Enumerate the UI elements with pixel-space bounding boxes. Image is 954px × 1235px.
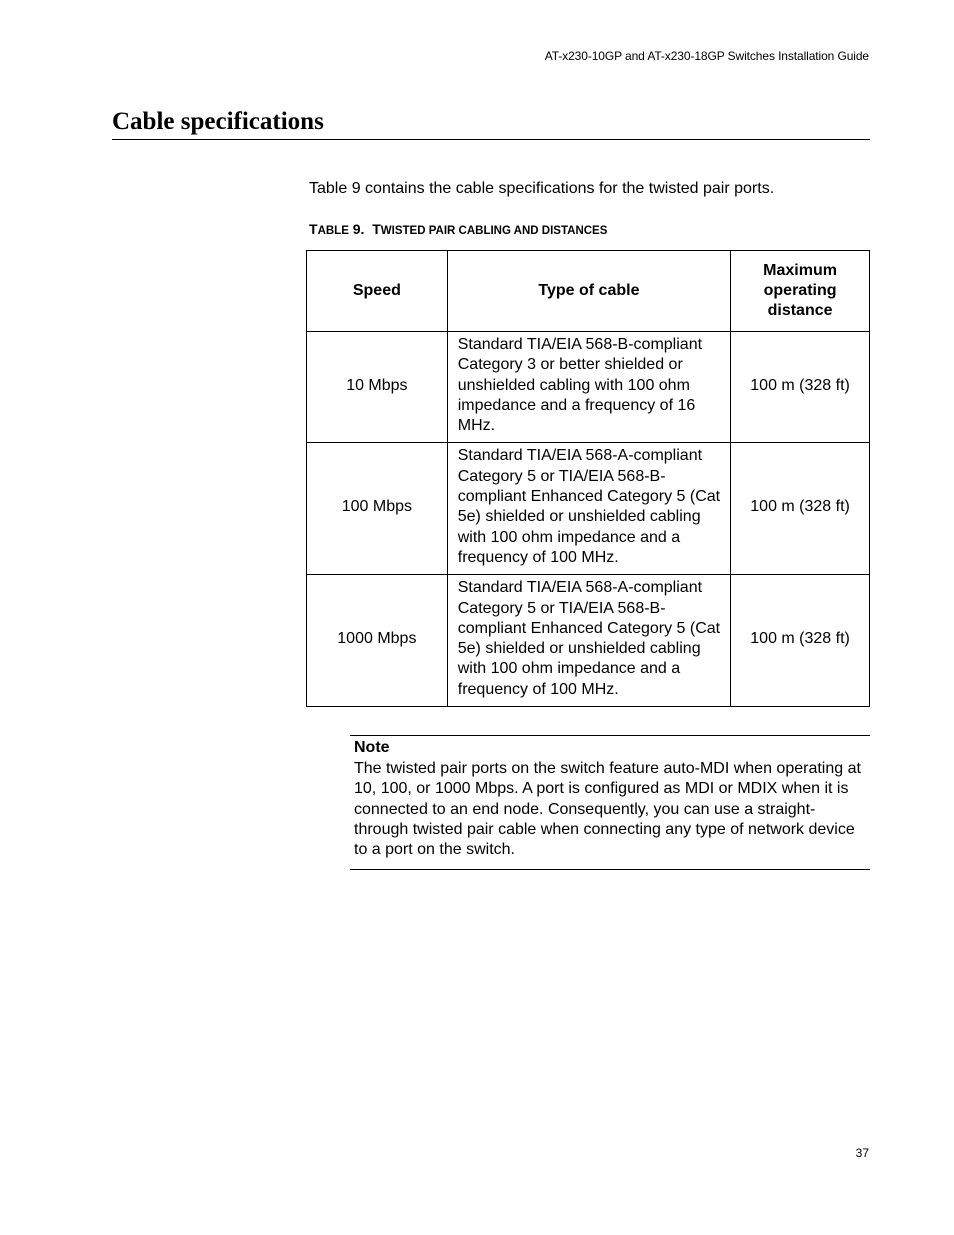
caption-prefix-initial: T: [309, 221, 318, 237]
cell-speed: 1000 Mbps: [307, 575, 448, 707]
note-bottom-rule: [350, 869, 870, 870]
table-row: [307, 332, 870, 443]
column-header-speed: Speed: [307, 251, 448, 332]
caption-title-initial: T: [372, 221, 381, 237]
caption-prefix-rest: ABLE: [317, 225, 349, 237]
note-body: The twisted pair ports on the switch feature auto-MDI when operating at 10, 100, or 1000 Mbps. A port is configured as MDI or MDIX when it is connected to an end node. Consequently, you can use a straight-through twisted pair cable when connecting any type of network device to a port on the switch.: [354, 760, 861, 859]
caption-number: 9.: [352, 221, 365, 237]
section-title: Cable specifications: [112, 108, 324, 135]
table-header-row: [307, 251, 870, 332]
section-title-rule: [112, 139, 870, 140]
table-row: [307, 443, 870, 575]
column-header-max-distance: Maximum operating distance: [731, 251, 870, 332]
page-number: 37: [855, 1146, 869, 1160]
cell-cable-type: Standard TIA/EIA 568-A-compliant Category 5 or TIA/EIA 568-B-compliant Enhanced Category 5 (Cat 5e) shielded or unshielded cabling with 100 ohm impedance and a frequency of 100 MHz.: [447, 575, 730, 707]
cell-speed: 10 Mbps: [307, 332, 448, 443]
cable-spec-table: [306, 250, 870, 707]
cell-distance: 100 m (328 ft): [731, 332, 870, 443]
table-row: [307, 575, 870, 707]
cell-cable-type: Standard TIA/EIA 568-A-compliant Category 5 or TIA/EIA 568-B-compliant Enhanced Category 5 (Cat 5e) shielded or unshielded cabling with 100 ohm impedance and a frequency of 100 MHz.: [447, 443, 730, 575]
caption-title-rest: WISTED PAIR CABLING AND DISTANCES: [380, 225, 608, 237]
table-caption: [309, 219, 607, 241]
running-header: AT-x230-10GP and AT-x230-18GP Switches Installation Guide: [544, 49, 869, 63]
cell-distance: 100 m (328 ft): [731, 443, 870, 575]
cell-speed: 100 Mbps: [307, 443, 448, 575]
note-top-rule: [350, 735, 870, 736]
column-header-cable-type: Type of cable: [447, 251, 730, 332]
note-label: Note: [354, 739, 390, 756]
cell-cable-type: Standard TIA/EIA 568-B-compliant Category 3 or better shielded or unshielded cabling with 100 ohm impedance and a frequency of 16 MHz.: [447, 332, 730, 443]
intro-paragraph: Table 9 contains the cable specifications for the twisted pair ports.: [309, 180, 775, 197]
cell-distance: 100 m (328 ft): [731, 575, 870, 707]
